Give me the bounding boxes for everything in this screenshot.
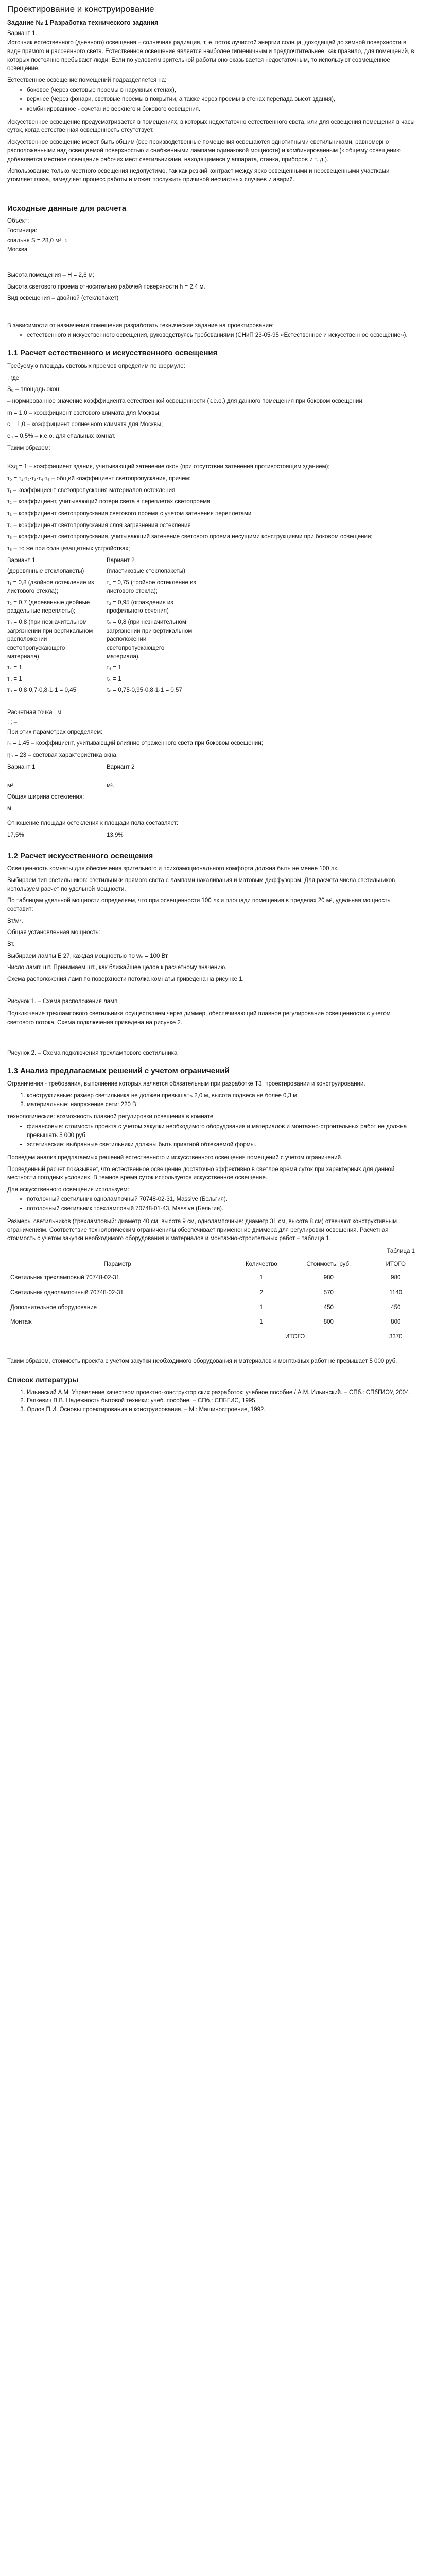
natural-types-list (7, 86, 415, 114)
definition: Таким образом: (7, 445, 50, 451)
eta-param: η₀ = 23 – световая характеристика окна. (7, 752, 118, 758)
city: Москва (7, 247, 28, 253)
body-paragraph: Выбираем тип светильников: светильники прямого света с лампами накаливания и матовым диффузором. Для расчета числа светильников используем расчет по удельной мощности. (7, 877, 395, 892)
variant-subheader: (пластиковые стеклопакеты) (107, 568, 185, 575)
variant-header: Вариант 1 (7, 764, 36, 770)
table-cell: 570 (323, 1289, 334, 1296)
table-cell: 450 (323, 1304, 334, 1311)
variant-header: Вариант 2 (107, 557, 135, 564)
references-heading: Список литературы (7, 1376, 79, 1384)
list-item: • комбинированное - сочетание верхнего и бокового освещения. (27, 105, 415, 114)
object-label: Объект: (7, 218, 29, 225)
body-paragraph: Проведенный расчет показывает, что естественное освещение достаточно эффективно в светлое время суток при характерных для данной местности погодных условиях. В темное время суток используется искусственное освещение. (7, 1166, 395, 1181)
list-item: • верхнее (через фонари, световые проемы в покрытии, а также через проемы в стенах перепада высот здания), (27, 95, 415, 104)
area-unit: м² (7, 783, 13, 789)
variant-cell: τ₄ = 1 (107, 665, 121, 671)
formula-intro: Требуемую площадь световых проемов определим по формуле: (7, 363, 185, 370)
column-header: ИТОГО (386, 1261, 406, 1267)
reference-item: 1. Ильинский А.М. Управление качеством проектно-конструктор ских разработок: учебное пособие / А.М. Ильинский. – СПб.: СПбГИЭУ, 2004. (27, 1388, 415, 1397)
table-cell: 980 (391, 1275, 401, 1281)
area-table (7, 763, 415, 816)
section-heading: 1.3 Анализ предлагаемых решений с учетом ограничений (7, 1066, 230, 1076)
ratio-values (7, 831, 415, 842)
table-caption: Таблица 1 (387, 1248, 415, 1255)
table-cell: 2 (259, 1289, 264, 1296)
table-total-row (7, 1330, 429, 1345)
table-cell: Монтаж (10, 1319, 32, 1326)
body-paragraph: Для искусственного освещения используем: (7, 1186, 129, 1193)
variant-cell: τ₁ = 0,8 (двойное остекление из листового стекла); (7, 580, 94, 595)
figure-caption: Рисунок 1. – Схема расположения ламп (7, 998, 118, 1005)
definition: S₀ – площадь окон; (7, 386, 61, 393)
variants-table (7, 556, 415, 697)
column-header: Стоимость, руб. (306, 1261, 351, 1267)
definition: τ₂ – коэффициент, учитывающий потери света в переплетах светопроема (7, 499, 211, 505)
calc-point: Расчетная точка : м (7, 709, 62, 716)
ratio-value: 17,5% (7, 832, 24, 838)
variant-cell: τ₃ = 0,8 (при незначительном загрязнении при вертикальном расположении светопропускающего материала). (107, 619, 193, 660)
body-paragraph: Искусственное освещение может быть общим (все производственные помещения освещаются однотипными светильниками, равномерно расположенными над освещаемой поверхностью и снабженными лампами одинаковой мощности) и комбинированным (к общему освещению добавляется местное освещение рабочих мест светильниками, находящимися у аппарата, станка, приборов и т. д.). (7, 139, 401, 163)
list-item: 2. материальные: напряжение сети: 220 В. (27, 1100, 415, 1109)
variant-header: Вариант 2 (107, 764, 135, 770)
variant-cell: τ₃ = 0,8 (при незначительном загрязнении при вертикальном расположении светопропускающего материала). (7, 619, 93, 660)
variant-cell: τ₁ = 0,75 (тройное остекление из листового стекла); (107, 580, 196, 595)
table-cell: 800 (391, 1319, 401, 1326)
document-title: Проектирование и конструирование (7, 4, 154, 14)
task-title: Задание № 1 Разработка технического задания (7, 19, 159, 26)
table-cell: Дополнительное оборудование (10, 1304, 97, 1311)
list-item: • боковое (через световые проемы в наружных стенах), (27, 86, 415, 95)
column-header: Параметр (103, 1261, 131, 1267)
object-value: Гостиница: (7, 227, 38, 234)
body-paragraph: Размеры светильников (трехламповый: диаметр 40 см, высота 9 см, однолампочные: диаметр 31 см, высота 8 см) отвечают конструктивным ограничениям. Соответствие технологическим ограничениям обеспечивает применение диммера для регулировки освещения. Расчетная стоимость с учетом закупки необходимого оборудования и материалов и монтажно-строительных работ – таблица 1. (7, 1218, 397, 1242)
body-paragraph: По таблицам удельной мощности определяем, что при освещенности 100 лк и площади помещения в пределах 20 м², удельная мощность составит: (7, 897, 391, 913)
body-paragraph: Выбираем лампы Е 27, каждая мощностью по w₀ = 100 Вт. (7, 953, 169, 959)
intro-paragraph: Источник естественного (дневного) освещения – солнечная радиация, т. е. поток лучистой энергии солнца, доходящей до земной поверхности в виде прямого и рассеянного света. Естественное освещение является наиболее гигиеничным и предпочтительнее, как правило, для помещений, в которых постоянно пребывают люди. Если по условиям зрительной работы оно оказывается недостаточным, то используют совмещенное освещение. (7, 40, 414, 72)
tech-list (7, 1123, 415, 1149)
variant-subheader: (деревянные стеклопакеты) (7, 568, 84, 575)
list-item: • потолочный светильник трехламповый 70748-01-43, Massive (Бельгия). (27, 1205, 415, 1213)
calc-separators: ; ; – (7, 719, 18, 725)
body-paragraph: Использование только местного освещения недопустимо, так как резкий контраст между ярко освещенными и неосвещенными участками утомляет глаза, замедляет процесс работы и может послужить причиной несчастных случаев и аварий. (7, 168, 390, 183)
table-cell: Светильник трехламповый 70748-02-31 (10, 1275, 120, 1281)
section-heading: 1.1 Расчет естественного и искусственного освещения (7, 349, 218, 358)
body-paragraph: Общая установленная мощность: (7, 929, 100, 936)
variant-header: Вариант 1 (7, 557, 36, 564)
list-item: • естественного и искусственного освещения, руководствуясь требованиями (СНиП 23-05-95 «Естественное и искусственное освещение»). (27, 331, 415, 340)
norms-list (7, 331, 415, 340)
body-paragraph: Искусственное освещение предусматривается в помещениях, в которых недостаточно естественного света, или для освещения помещения в часы суток, когда естественная освещенность отсутствует. (7, 118, 415, 134)
total-value: 3370 (389, 1333, 403, 1340)
table-row (7, 1285, 429, 1300)
ratio-label: Отношение площади остекления к площади пола составляет: (7, 820, 179, 827)
definition: τ₅ – коэффициент светопропускания, учитывающий затенение светового проема несущими конструкциями при боковом освещении; (7, 534, 373, 540)
table-cell: 450 (391, 1304, 401, 1311)
table-cell: 1 (259, 1275, 264, 1281)
body-paragraph: Вт. (7, 941, 15, 948)
variant-cell: τ₂ = 0,7 (деревянные двойные раздельные переплеты); (7, 599, 90, 615)
table-header-row (7, 1258, 429, 1271)
definition: τ₀ = τ₁·τ₂·τ₃·τ₄·τ₅ – общий коэффициент светопропускания, причем: (7, 476, 191, 482)
tech-label: технологические: возможность плавной регулировки освещения в комнате (7, 1114, 214, 1121)
table-cell: 980 (323, 1275, 334, 1281)
figure-caption: Рисунок 2. – Схема подключения трехлампового светильника (7, 1049, 178, 1056)
formula-where: , где (7, 375, 20, 381)
height-param: Высота помещения – H = 2,6 м; (7, 272, 94, 278)
definition: c = 1,0 – коэффициент солнечного климата для Москвы; (7, 421, 163, 428)
conclusion: Таким образом, стоимость проекта с учетом закупки необходимого оборудования и материалов и монтажных работ не превышает 5 000 руб. (7, 1358, 397, 1364)
variant-cell: τ₄ = 1 (7, 665, 22, 671)
definition: m = 1,0 – коэффициент светового климата для Москвы; (7, 410, 161, 416)
column-header: Количество (245, 1261, 277, 1267)
reference-item: 3. Орлов П.И. Основы проектирования и конструирования. – М.: Машиностроение, 1992. (27, 1405, 415, 1414)
table-cell: 1 (259, 1304, 264, 1311)
variant-cell: τ₅ = 1 (107, 675, 121, 682)
table-row (7, 1315, 429, 1330)
constraints-list (7, 1092, 415, 1109)
intro-paragraph: Естественное освещение помещений подразделяется на: (7, 77, 167, 84)
table-cell: Светильник однолампочный 70748-02-31 (10, 1289, 124, 1296)
body-paragraph: Проведем анализ предлагаемых решений естественного и искусственного освещения помещений с учетом ограничений. (7, 1154, 343, 1161)
definition: τ₁ – коэффициент светопропускания материалов остекления (7, 487, 176, 494)
table-cell: 1 (259, 1319, 264, 1326)
table-cell: 1140 (389, 1289, 403, 1296)
definition: τ₄ – коэффициент светопропускания слоя загрязнения остекления (7, 522, 191, 529)
body-paragraph: Подключение трехлампового светильника осуществляем через диммер, обеспечивающий плавное регулирование освещенности с учетом светового потока. Схема подключения приведена на рисунке 2. (7, 1011, 391, 1026)
definition: τ₃ – коэффициент светопропускания светового проема с учетом затенения переплетами (7, 511, 252, 517)
section-heading: 1.2 Расчет искусственного освещения (7, 851, 153, 860)
ratio-value: 13,9% (107, 832, 124, 838)
definition: e₀ = 0,5% – к.е.о. для спальных комнат. (7, 433, 116, 440)
window-height-param: Высота светового проема относительно рабочей поверхности h = 2,4 м. (7, 283, 205, 290)
list-item: • эстетические: выбранные светильники должны быть приятной обтекаемой формы. (27, 1141, 415, 1149)
lighting-type: Вид освещения – двойной (стеклопакет) (7, 295, 119, 302)
table-cell: 800 (323, 1319, 334, 1326)
definition: τ₅ – то же при солнцезащитных устройствах; (7, 546, 130, 552)
definition: – нормированное значение коэффициента естественной освещенности (к.е.о.) для данного помещения при боковом освещении: (7, 398, 364, 405)
glazing-width-label: Общая ширина остекления: (7, 793, 84, 800)
body-paragraph: Число ламп: шт. Принимаем шт., как ближайшее целое к расчетному значению. (7, 964, 227, 971)
room-label: спальня S = 28,0 м², г. (7, 237, 68, 244)
list-item: • потолочный светильник однолампочный 70748-02-31, Massive (Бельгия). (27, 1195, 415, 1204)
r1-param: r₁ = 1,45 – коэффициент, учитывающий влияние отраженного света при боковом освещении; (7, 740, 263, 747)
definition: Kзд = 1 – коэффициент здания, учитывающий затенение окон (при отсутствии затенения противостоящим зданием); (7, 464, 330, 470)
variant-cell: τ₀ = 0,8·0,7·0,8·1·1 = 0,45 (7, 687, 76, 693)
norms-intro: В зависимости от назначения помещения разработать технические задание на проектирование: (7, 322, 274, 329)
variant-cell: τ₂ = 0,95 (ограждения из профильного сечения) (107, 599, 173, 615)
list-item: 1. конструктивные: размер светильника не должен превышать 2,0 м, высота подвеса не более 0,3 м. (27, 1092, 415, 1100)
table-row (7, 1270, 429, 1285)
references-list (7, 1388, 415, 1414)
variant-cell: τ₀ = 0,75·0,95·0,8·1·1 = 0,57 (107, 687, 182, 693)
body-paragraph: Схема расположения ламп по поверхности потолка комнаты приведена на рисунке 1. (7, 976, 244, 983)
body-paragraph: Вт/м². (7, 918, 23, 924)
body-paragraph: Освещенность комнаты для обеспечения зрительного и психоэмоционального комфорта должна быть не менее 100 лк. (7, 866, 339, 872)
area-unit: м². (107, 783, 114, 789)
cost-table (7, 1258, 429, 1345)
list-item: • финансовые: стоимость проекта с учетом закупки необходимого оборудования и материалов и монтажно-строительных работ не должна превышать 5 000 руб. (27, 1123, 415, 1140)
table-row (7, 1300, 429, 1315)
lamps-list (7, 1195, 415, 1213)
section-heading: Исходные данные для расчета (7, 204, 127, 213)
reference-item: 2. Гапкевич В.В. Надежность бытовой техники: учеб. пособие. – СПб.: СПБГИС, 1995. (27, 1397, 415, 1405)
variant-cell: τ₅ = 1 (7, 675, 22, 682)
body-paragraph: Ограничения - требования, выполнение которых является обязательным при разработке ТЗ, проектировании и конструировании. (7, 1081, 365, 1088)
variant-label: Вариант 1. (7, 30, 37, 37)
total-label: ИТОГО (285, 1333, 305, 1340)
given-params: При этих параметрах определяем: (7, 728, 103, 735)
glazing-width-unit: м (7, 805, 11, 811)
